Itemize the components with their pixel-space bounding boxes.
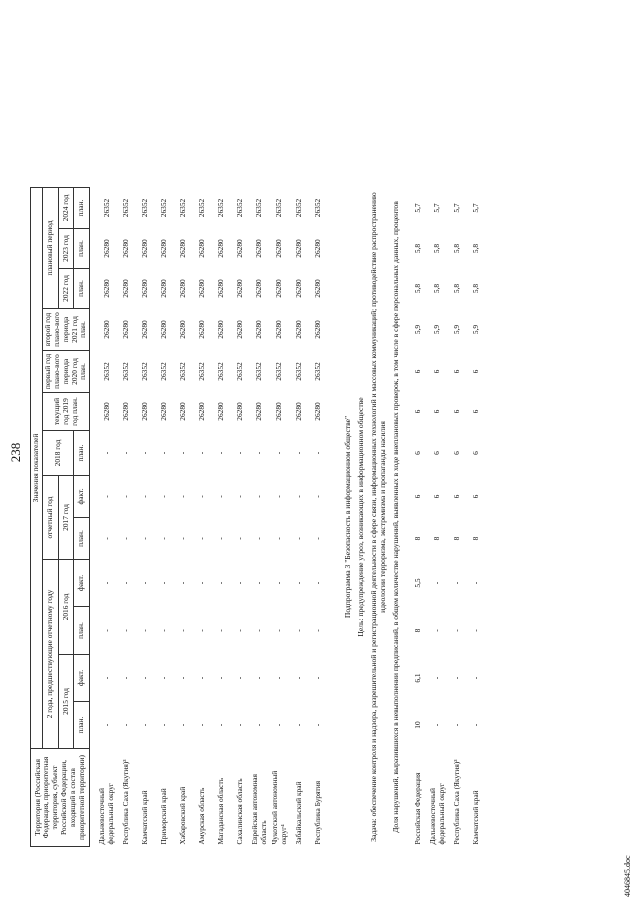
value-cell: 26352: [121, 198, 131, 218]
value-cell: -: [178, 495, 188, 498]
value-cell: -: [254, 581, 264, 585]
value-cell: -: [197, 676, 207, 680]
value-cell: 5,8: [432, 243, 442, 254]
value-cell: 5,8: [470, 243, 480, 254]
value-cell: -: [101, 451, 111, 455]
value-cell: 26352: [274, 362, 284, 381]
value-cell: 26280: [101, 402, 111, 421]
value-cell: 6: [413, 409, 423, 414]
value-cell: -: [470, 629, 480, 632]
value-cell: 5,7: [432, 203, 442, 213]
value-cell: 26352: [293, 362, 303, 381]
year-2017-header: 2017 год: [58, 476, 74, 560]
value-cell: -: [312, 495, 322, 498]
table-row: [231, 188, 250, 847]
value-cell: -: [274, 676, 284, 680]
value-cell: 26280: [140, 402, 150, 421]
value-cell: -: [140, 676, 150, 680]
value-cell: 6: [432, 409, 442, 414]
value-cell: 26352: [121, 362, 131, 381]
value-cell: 26280: [121, 320, 131, 339]
planning-period-header: плановый период: [42, 188, 58, 309]
value-cell: 6: [470, 369, 480, 374]
value-cell: 6: [470, 451, 480, 455]
value-cell: -: [274, 723, 284, 727]
value-cell: 6: [432, 494, 442, 499]
value-cell: 5,9: [413, 324, 423, 335]
territory-name: Магаданская область: [216, 777, 226, 845]
value-cell: 26352: [293, 198, 303, 218]
value-cell: 26352: [140, 362, 150, 381]
value-cell: 26352: [254, 198, 264, 218]
value-cell: 26280: [178, 320, 188, 339]
value-cell: 5,8: [470, 283, 480, 294]
plan-header: план.: [74, 269, 90, 309]
value-cell: 26280: [140, 279, 150, 298]
table-row: [428, 188, 448, 847]
territory-name: Республика Саха (Якутия)³: [121, 759, 131, 845]
value-cell: 6,1: [413, 673, 423, 683]
value-cell: -: [197, 495, 207, 498]
value-cell: -: [101, 723, 111, 727]
table-row: [90, 188, 117, 847]
territory-name: Республика Саха (Якутия)³: [451, 759, 461, 845]
territory-name: Приморский край: [159, 788, 169, 845]
value-cell: -: [470, 676, 480, 680]
value-cell: 26280: [235, 279, 245, 298]
territory-name: Российская Федерация: [413, 772, 423, 845]
table-row: [117, 188, 136, 847]
value-cell: 26280: [254, 320, 264, 339]
value-cell: 26352: [140, 198, 150, 218]
table-row: [448, 188, 467, 847]
value-cell: 8: [470, 536, 480, 541]
values-header: Значения показателей: [31, 188, 43, 749]
value-cell: -: [293, 537, 303, 540]
value-cell: -: [121, 723, 131, 727]
fact-header: факт.: [74, 655, 90, 702]
value-cell: 6: [451, 409, 461, 414]
value-cell: -: [235, 581, 245, 585]
value-cell: -: [121, 676, 131, 680]
value-cell: 26280: [159, 279, 169, 298]
value-cell: 26352: [178, 362, 188, 381]
value-cell: 26280: [178, 402, 188, 421]
subprogram-block: [328, 188, 403, 847]
table-row: [193, 188, 212, 847]
value-cell: 26280: [197, 402, 207, 421]
value-cell: 26352: [101, 362, 111, 381]
value-cell: 5,9: [432, 324, 442, 335]
value-cell: -: [216, 581, 226, 585]
value-cell: -: [121, 495, 131, 498]
value-cell: 5,8: [451, 243, 461, 254]
value-cell: -: [140, 723, 150, 727]
value-cell: 26280: [159, 402, 169, 421]
value-cell: -: [235, 676, 245, 680]
value-cell: 26280: [121, 279, 131, 298]
value-cell: -: [121, 451, 131, 455]
value-cell: 26280: [159, 239, 169, 258]
table-row: [136, 188, 155, 847]
value-cell: 6: [470, 494, 480, 499]
value-cell: 5,8: [432, 283, 442, 294]
table-row: [309, 188, 328, 847]
value-cell: 26352: [178, 198, 188, 218]
value-cell: 26280: [274, 239, 284, 258]
territory-name: Дальневосточный федеральный округ: [428, 783, 446, 845]
value-cell: 26352: [159, 198, 169, 218]
value-cell: -: [159, 451, 169, 455]
plan-header: план.: [74, 229, 90, 269]
value-cell: 6: [451, 369, 461, 374]
territory-name: Амурская область: [197, 787, 207, 845]
territory-name: Камчатский край: [470, 790, 480, 845]
value-cell: 5,7: [451, 203, 461, 213]
value-cell: -: [197, 723, 207, 727]
plan-header: план.: [74, 607, 90, 655]
value-cell: -: [140, 495, 150, 498]
value-cell: 5,7: [470, 203, 480, 213]
value-cell: 26280: [235, 320, 245, 339]
value-cell: -: [159, 723, 169, 727]
value-cell: 8: [451, 536, 461, 541]
value-cell: -: [451, 581, 461, 585]
territory-name: Хабаровский край: [178, 786, 188, 845]
value-cell: 26280: [197, 239, 207, 258]
file-name: 4046845.doc: [623, 855, 632, 897]
year-2015-header: 2015 год: [58, 655, 74, 749]
value-cell: 26280: [312, 402, 322, 421]
value-cell: -: [197, 451, 207, 455]
value-cell: -: [140, 581, 150, 585]
year-2018-header: 2018 год: [42, 431, 74, 476]
value-cell: -: [451, 676, 461, 680]
value-cell: -: [178, 629, 188, 632]
value-cell: 10: [413, 721, 423, 729]
value-cell: -: [178, 537, 188, 540]
two-years-header: 2 года, предшествующие отчетному году: [42, 560, 58, 749]
value-cell: -: [178, 581, 188, 585]
goal-text: Цель: предупреждение угроз, возникающих в информационном обществе: [355, 397, 365, 637]
value-cell: 5,9: [470, 324, 480, 335]
value-cell: 5,9: [451, 324, 461, 335]
value-cell: -: [197, 629, 207, 632]
table-section-subscribers: [90, 188, 328, 847]
territory-header: Территория (Российская Федерация, приоритетная территория, субъект Российской Федерации, входящий в состав приоритетной территории): [31, 749, 90, 847]
report-year-header: отчетный год: [42, 476, 58, 560]
territory-name: Камчатский край: [140, 790, 150, 845]
value-cell: 5,7: [413, 203, 423, 213]
value-cell: -: [293, 495, 303, 498]
value-cell: -: [254, 723, 264, 727]
value-cell: -: [470, 581, 480, 585]
value-cell: 26280: [178, 279, 188, 298]
value-cell: -: [216, 537, 226, 540]
value-cell: -: [432, 676, 442, 680]
table-row: [402, 188, 428, 847]
value-cell: 26280: [121, 239, 131, 258]
value-cell: -: [274, 451, 284, 455]
value-cell: -: [197, 537, 207, 540]
value-cell: -: [293, 629, 303, 632]
value-cell: 8: [432, 536, 442, 541]
indicator-text: Доля нарушений, выразившихся в невыполнении предписаний, в общем количестве нарушений, выявленных в ходе внеплановых проверок, в том числе в сфере персональных данных, процентов: [390, 201, 400, 833]
year-2020-header: первый год плано-вого периода 2020 год план.: [42, 351, 89, 393]
table-row: [250, 188, 270, 847]
table-row: [270, 188, 290, 847]
value-cell: -: [235, 537, 245, 540]
value-cell: 5,5: [413, 578, 423, 588]
table-row: [290, 188, 309, 847]
value-cell: -: [235, 451, 245, 455]
year-2021-header: второй год плано-вого периода 2021 год план.: [42, 309, 89, 351]
territory-name: Республика Бурятия: [312, 780, 322, 845]
value-cell: -: [274, 629, 284, 632]
value-cell: -: [432, 723, 442, 727]
value-cell: 26280: [216, 279, 226, 298]
value-cell: -: [254, 537, 264, 540]
territory-name: Дальневосточный федеральный округ: [97, 783, 116, 845]
value-cell: -: [254, 676, 264, 680]
value-cell: -: [451, 723, 461, 727]
table-row: [467, 188, 486, 847]
value-cell: -: [216, 629, 226, 632]
value-cell: 26352: [235, 362, 245, 381]
value-cell: 26352: [216, 198, 226, 218]
table-row: [212, 188, 231, 847]
value-cell: -: [178, 451, 188, 455]
value-cell: -: [121, 537, 131, 540]
value-cell: -: [140, 537, 150, 540]
value-cell: -: [178, 676, 188, 680]
value-cell: 26280: [235, 402, 245, 421]
value-cell: -: [140, 451, 150, 455]
value-cell: 26352: [159, 362, 169, 381]
territory-name: Чукотский автономный округ⁴: [269, 770, 288, 845]
value-cell: -: [312, 676, 322, 680]
value-cell: 26352: [235, 198, 245, 218]
territory-name: Сахалинская область: [235, 778, 245, 845]
value-cell: 6: [413, 451, 423, 455]
year-2019-header: текущий год 2019 год план.: [42, 393, 89, 431]
value-cell: -: [101, 676, 111, 680]
value-cell: -: [159, 537, 169, 540]
value-cell: -: [159, 495, 169, 498]
value-cell: -: [216, 451, 226, 455]
territory-name: Забайкальский край: [293, 781, 303, 845]
value-cell: -: [101, 629, 111, 632]
plan-header: план.: [74, 518, 90, 560]
fact-header: факт.: [74, 560, 90, 607]
value-cell: 26280: [216, 320, 226, 339]
value-cell: 26280: [293, 279, 303, 298]
value-cell: 6: [413, 369, 423, 374]
value-cell: 26352: [197, 362, 207, 381]
value-cell: 5,8: [413, 243, 423, 254]
value-cell: 26280: [235, 239, 245, 258]
value-cell: -: [159, 629, 169, 632]
value-cell: -: [312, 629, 322, 632]
value-cell: -: [216, 495, 226, 498]
value-cell: -: [101, 495, 111, 498]
value-cell: 26280: [197, 279, 207, 298]
value-cell: -: [254, 629, 264, 632]
value-cell: 26280: [274, 279, 284, 298]
table-section-violations: [402, 188, 486, 847]
value-cell: 26352: [101, 198, 111, 218]
value-cell: -: [121, 581, 131, 585]
value-cell: -: [140, 629, 150, 632]
subprogram-title: Подпрограмма 3 "Безопасность в информационном обществе": [342, 415, 352, 619]
value-cell: -: [470, 723, 480, 727]
value-cell: -: [293, 723, 303, 727]
task-text: Задача: обеспечение контроля и надзора, разрешительной и регистрационной деятельности в сфере связи, информационных технологий и массовых коммуникаций; противодействие распространению идеологии терроризма, экстремизма и пропаганды насилия: [368, 192, 387, 842]
value-cell: 26352: [254, 362, 264, 381]
value-cell: -: [432, 581, 442, 585]
table-row: [174, 188, 193, 847]
value-cell: -: [101, 581, 111, 585]
value-cell: 26352: [216, 362, 226, 381]
value-cell: 26280: [312, 279, 322, 298]
value-cell: -: [159, 581, 169, 585]
value-cell: -: [216, 723, 226, 727]
value-cell: 26280: [101, 279, 111, 298]
value-cell: -: [197, 581, 207, 585]
value-cell: -: [254, 495, 264, 498]
value-cell: -: [101, 537, 111, 540]
value-cell: 6: [413, 494, 423, 499]
value-cell: 26280: [293, 320, 303, 339]
page-number: 238: [8, 442, 23, 463]
value-cell: 6: [432, 369, 442, 374]
plan-header: план.: [74, 702, 90, 749]
value-cell: 6: [451, 494, 461, 499]
value-cell: 26280: [178, 239, 188, 258]
value-cell: -: [312, 537, 322, 540]
table-header: [31, 188, 90, 847]
value-cell: 26280: [254, 402, 264, 421]
value-cell: 26280: [312, 320, 322, 339]
value-cell: 26280: [274, 402, 284, 421]
value-cell: -: [274, 581, 284, 585]
value-cell: -: [293, 451, 303, 455]
value-cell: 5,8: [413, 283, 423, 294]
value-cell: -: [121, 629, 131, 632]
value-cell: 26280: [254, 279, 264, 298]
value-cell: 6: [470, 409, 480, 414]
plan-header: план.: [74, 188, 90, 229]
value-cell: 26280: [159, 320, 169, 339]
value-cell: 26280: [293, 239, 303, 258]
value-cell: 26352: [197, 198, 207, 218]
fact-header: факт.: [74, 476, 90, 518]
value-cell: 26280: [101, 320, 111, 339]
value-cell: -: [178, 723, 188, 727]
year-2024-header: 2024 год: [58, 188, 74, 229]
value-cell: 26280: [216, 402, 226, 421]
value-cell: 26280: [197, 320, 207, 339]
value-cell: 6: [451, 451, 461, 455]
value-cell: 8: [413, 628, 423, 633]
year-2023-header: 2023 год: [58, 229, 74, 269]
value-cell: -: [312, 451, 322, 455]
value-cell: -: [432, 629, 442, 632]
value-cell: -: [235, 495, 245, 498]
value-cell: 26280: [312, 239, 322, 258]
table-row: [155, 188, 174, 847]
year-2016-header: 2016 год: [58, 560, 74, 655]
value-cell: -: [254, 451, 264, 455]
year-2022-header: 2022 год: [58, 269, 74, 309]
value-cell: 26280: [293, 402, 303, 421]
value-cell: -: [312, 581, 322, 585]
value-cell: -: [274, 495, 284, 498]
value-cell: 26352: [312, 362, 322, 381]
indicator-table: [30, 187, 486, 847]
value-cell: 26280: [216, 239, 226, 258]
value-cell: -: [293, 581, 303, 585]
value-cell: 26280: [254, 239, 264, 258]
value-cell: 26280: [140, 320, 150, 339]
value-cell: -: [274, 537, 284, 540]
value-cell: -: [159, 676, 169, 680]
value-cell: -: [293, 676, 303, 680]
value-cell: 26280: [140, 239, 150, 258]
value-cell: -: [312, 723, 322, 727]
plan-header: план.: [74, 431, 90, 476]
value-cell: 26280: [274, 320, 284, 339]
value-cell: -: [216, 676, 226, 680]
value-cell: -: [451, 629, 461, 632]
territory-name: Еврейская автономная область: [250, 774, 268, 845]
value-cell: -: [235, 629, 245, 632]
value-cell: 5,8: [451, 283, 461, 294]
value-cell: 6: [432, 451, 442, 455]
value-cell: 26352: [312, 198, 322, 218]
value-cell: 26352: [274, 198, 284, 218]
value-cell: 26280: [101, 239, 111, 258]
value-cell: -: [235, 723, 245, 727]
value-cell: 26280: [121, 402, 131, 421]
value-cell: 8: [413, 536, 423, 541]
